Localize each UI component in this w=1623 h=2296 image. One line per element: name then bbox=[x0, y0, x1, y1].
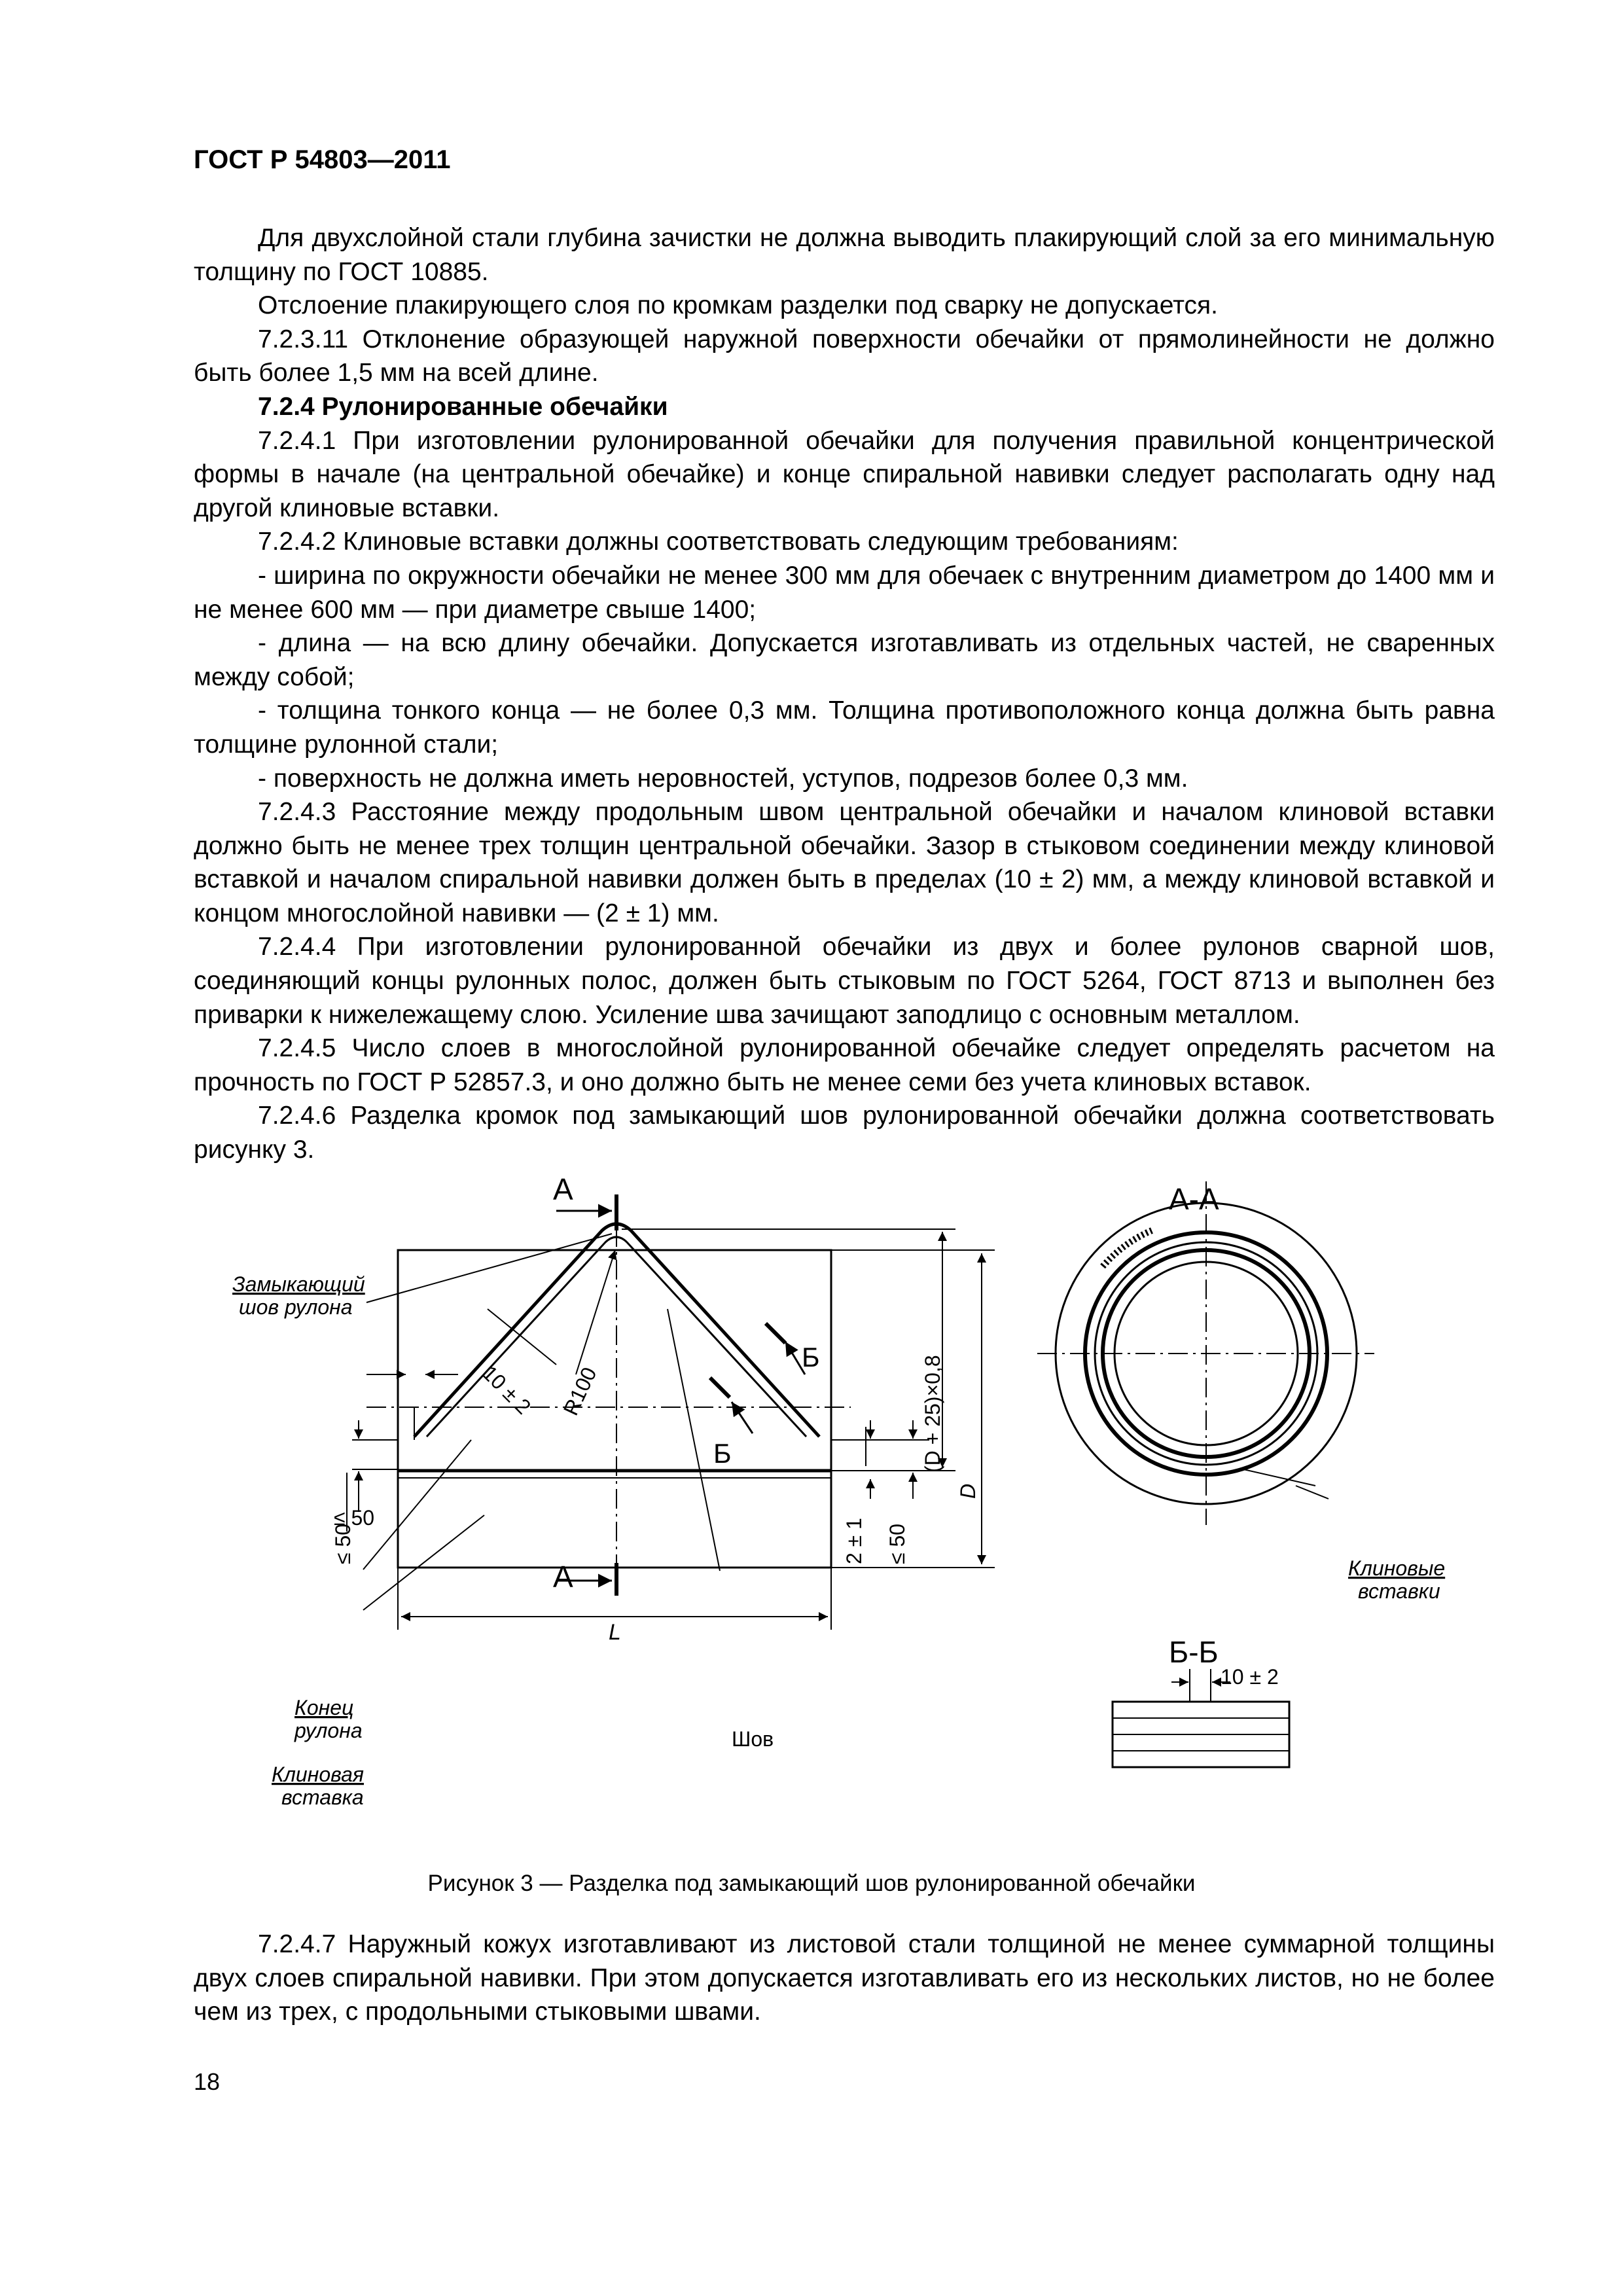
paragraph: 7.2.4.5 Число слоев в многослойной рулонированной обечайке следует определять расчетом на прочность по ГОСТ Р 52857.3, и оно должно быть не менее семи без учета клиновых вставок. bbox=[194, 1034, 1495, 1096]
label-roll-end: Конец bbox=[294, 1696, 354, 1719]
dim-l: L bbox=[609, 1620, 621, 1645]
paragraph: 7.2.4.4 При изготовлении рулонированной обечайки из двух и более рулонов сварной шов, соединяющий концы рулонных полос, должен быть стыковым по ГОСТ 5264, ГОСТ 8713 и выполнен без приварки к нижележащему слою. Усиление шва зачищают заподлицо с основным металлом. bbox=[194, 933, 1495, 1029]
figure-caption: Рисунок 3 — Разделка под замыкающий шов рулонированной обечайки bbox=[427, 1871, 1196, 1896]
list-item: - ширина по окружности обечайки не менее 300 мм для обечаек с внутренним диаметром до 1400 мм и не менее 600 мм — при диаметре свыше 1400; bbox=[194, 561, 1495, 624]
label-wedges: вставки bbox=[1358, 1579, 1440, 1603]
section-aa-title: А-А bbox=[1169, 1182, 1219, 1216]
shell-outline bbox=[398, 1250, 831, 1568]
dim-radius: R100 bbox=[558, 1363, 601, 1419]
dim-le50-left: ≤ 50 bbox=[331, 1523, 355, 1564]
dim-d: D bbox=[956, 1483, 980, 1499]
label-wedges: Клиновые bbox=[1348, 1556, 1446, 1580]
section-b-marker: Б bbox=[713, 1438, 732, 1469]
dim-height: (D + 25)×0,8 bbox=[921, 1355, 944, 1473]
label-seam: Шов bbox=[732, 1727, 774, 1751]
paragraph: 7.2.3.11 Отклонение образующей наружной поверхности обечайки от прямолинейности не должно быть более 1,5 мм на всей длине. bbox=[194, 325, 1495, 387]
figure-3 bbox=[0, 1158, 1623, 1852]
dim-2pm1: 2 ± 1 bbox=[842, 1518, 866, 1564]
document-header: ГОСТ Р 54803—2011 bbox=[194, 145, 451, 174]
section-a-marker: А bbox=[553, 1560, 573, 1594]
label-wedge: вставка bbox=[281, 1785, 364, 1809]
dim-gap: 10 ± 2 bbox=[478, 1361, 536, 1419]
list-item: - поверхность не должна иметь неровностей, уступов, подрезов более 0,3 мм. bbox=[258, 764, 1188, 793]
body-text-after-figure bbox=[194, 1928, 1495, 2029]
body-text bbox=[194, 221, 1495, 1167]
list-item: - толщина тонкого конца — не более 0,3 мм. Толщина противоположного конца должна быть равна толщине рулонной стали; bbox=[194, 696, 1495, 759]
paragraph: 7.2.4.7 Наружный кожух изготавливают из листовой стали толщиной не менее суммарной толщины двух слоев спиральной навивки. При этом допускается изготавливать его из нескольких листов, но не более чем из трех, с продольными стыковыми швами. bbox=[194, 1930, 1495, 2026]
section-b-marker: Б bbox=[802, 1342, 820, 1372]
figure-drawing bbox=[0, 1158, 1623, 1852]
dim-le50: ≤ 50 bbox=[334, 1506, 375, 1530]
paragraph: 7.2.4.3 Расстояние между продольным швом центральной обечайки и началом клиновой вставки должно быть не менее трех толщин центральной обечайки. Зазор в стыковом соединении между клиновой вставкой и началом спиральной навивки должен быть в пределах (10 ± 2) мм, а между клиновой вставкой и концом многослойной навивки — (2 ± 1) мм. bbox=[194, 798, 1495, 927]
dim-bb-gap: 10 ± 2 bbox=[1221, 1665, 1279, 1689]
label-closing-seam: шов рулона bbox=[239, 1295, 353, 1319]
label-roll-end: рулона bbox=[294, 1719, 363, 1742]
paragraph: 7.2.4.2 Клиновые вставки должны соответствовать следующим требованиям: bbox=[258, 528, 1179, 556]
dim-le50-right: ≤ 50 bbox=[885, 1523, 909, 1564]
paragraph: 7.2.4.1 При изготовлении рулонированной обечайки для получения правильной концентрической формы в начале (на центральной обечайке) и конце спиральной навивки следует располагать одну над другой клиновые вставки. bbox=[194, 426, 1495, 522]
paragraph: Для двухслойной стали глубина зачистки не должна выводить плакирующий слой за его минимальную толщину по ГОСТ 10885. bbox=[194, 224, 1495, 286]
label-closing-seam: Замыкающий bbox=[232, 1272, 365, 1296]
paragraph: 7.2.4.6 Разделка кромок под замыкающий шов рулонированной обечайки должна соответствовать рисунку 3. bbox=[194, 1102, 1495, 1164]
section-a-marker: А bbox=[553, 1172, 573, 1206]
section-heading: 7.2.4 Рулонированные обечайки bbox=[258, 392, 668, 421]
section-bb-title: Б-Б bbox=[1169, 1635, 1219, 1669]
list-item: - длина — на всю длину обечайки. Допускается изготавливать из отдельных частей, не сваренных между собой; bbox=[194, 629, 1495, 691]
paragraph: Отслоение плакирующего слоя по кромкам разделки под сварку не допускается. bbox=[258, 291, 1218, 320]
label-wedge: Клиновая bbox=[272, 1763, 364, 1786]
page-number: 18 bbox=[194, 2068, 221, 2095]
